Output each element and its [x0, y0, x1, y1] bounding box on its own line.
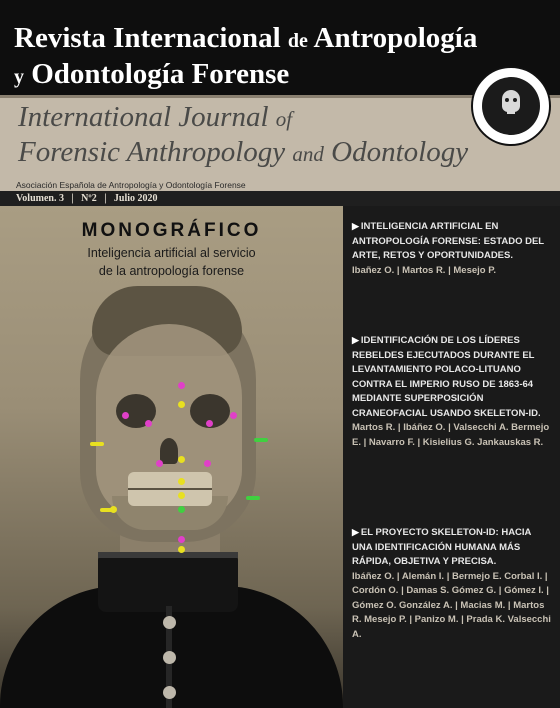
- association-name: Asociación Española de Antropología y Odontología Forense: [16, 180, 246, 190]
- landmark-line: [90, 442, 104, 446]
- landmark-point: [204, 460, 211, 467]
- uniform-collar: [98, 552, 238, 612]
- teeth: [128, 472, 212, 506]
- landmark-point: [178, 478, 185, 485]
- cover-photo: [0, 206, 343, 708]
- volume-info: Volumen. 3 | Nº2 | Julio 2020: [16, 193, 158, 204]
- landmark-point: [178, 456, 185, 463]
- landmark-point: [206, 420, 213, 427]
- landmark-point: [178, 546, 185, 553]
- nasal-cavity: [160, 438, 178, 464]
- uniform-button: [163, 651, 176, 664]
- monografico-subtitle: Inteligencia artificial al servicio de la antropología forense: [87, 246, 256, 278]
- arrow-right-icon: ▶: [352, 221, 359, 231]
- landmark-point: [156, 460, 163, 467]
- monografico-label: MONOGRÁFICO: [81, 220, 262, 241]
- arrow-right-icon: ▶: [352, 335, 359, 345]
- landmark-point: [122, 412, 129, 419]
- journal-title-english: International Journal of Forensic Anthropology and Odontology: [18, 101, 469, 168]
- landmark-point: [145, 420, 152, 427]
- skull-icon: [502, 90, 520, 112]
- landmark-point: [178, 536, 185, 543]
- landmark-point: [230, 412, 237, 419]
- article-entry[interactable]: ▶ INTELIGENCIA ARTIFICIAL EN ANTROPOLOGÍA FORENSE: ESTADO DEL ARTE, RETOS Y OPORTUNIDADES. Ibañez O. | Martos R. | Mesejo P.: [352, 221, 544, 276]
- uniform-button: [163, 616, 176, 629]
- landmark-point: [178, 492, 185, 499]
- landmark-line: [246, 496, 260, 500]
- landmark-point: [178, 401, 185, 408]
- landmark-point: [178, 382, 185, 389]
- landmark-line: [100, 508, 114, 512]
- article-entry[interactable]: ▶ EL PROYECTO SKELETON-ID: HACIA UNA IDENTIFICACIÓN HUMANA MÁS RÁPIDA, OBJETIVA Y PRECISA. Ibáñez O. | Alemán I. | Bermejo E. Corbal I. | Cordón O. | Damas S. Gómez G. | Gómez I. | Gómez O. González A. | Macias M. | Martos R. Mesejo P. | Panizo M. | Prada K. Valsecchi A.: [352, 527, 551, 640]
- article-entry[interactable]: ▶ IDENTIFICACIÓN DE LOS LÍDERES REBELDES EJECUTADOS DURANTE EL LEVANTAMIENTO POLACO-LITUANO CONTRA EL IMPERIO RUSO DE 1863-64 MEDIANTE SUPERPOSICIÓN CRANEOFACIAL USANDO SKELETON-ID. Martos R. | Ibáñez O. | Valsecchi A. Bermejo E. | Navarro F. | Kisielius G. Jankauskas R.: [352, 335, 550, 448]
- landmark-point: [178, 506, 185, 513]
- arrow-right-icon: ▶: [352, 527, 359, 537]
- journal-title-spanish: Revista Internacional de Antropología y Odontología Forense: [14, 22, 478, 90]
- association-seal: [471, 66, 551, 146]
- landmark-line: [254, 438, 268, 442]
- uniform-button: [163, 686, 176, 699]
